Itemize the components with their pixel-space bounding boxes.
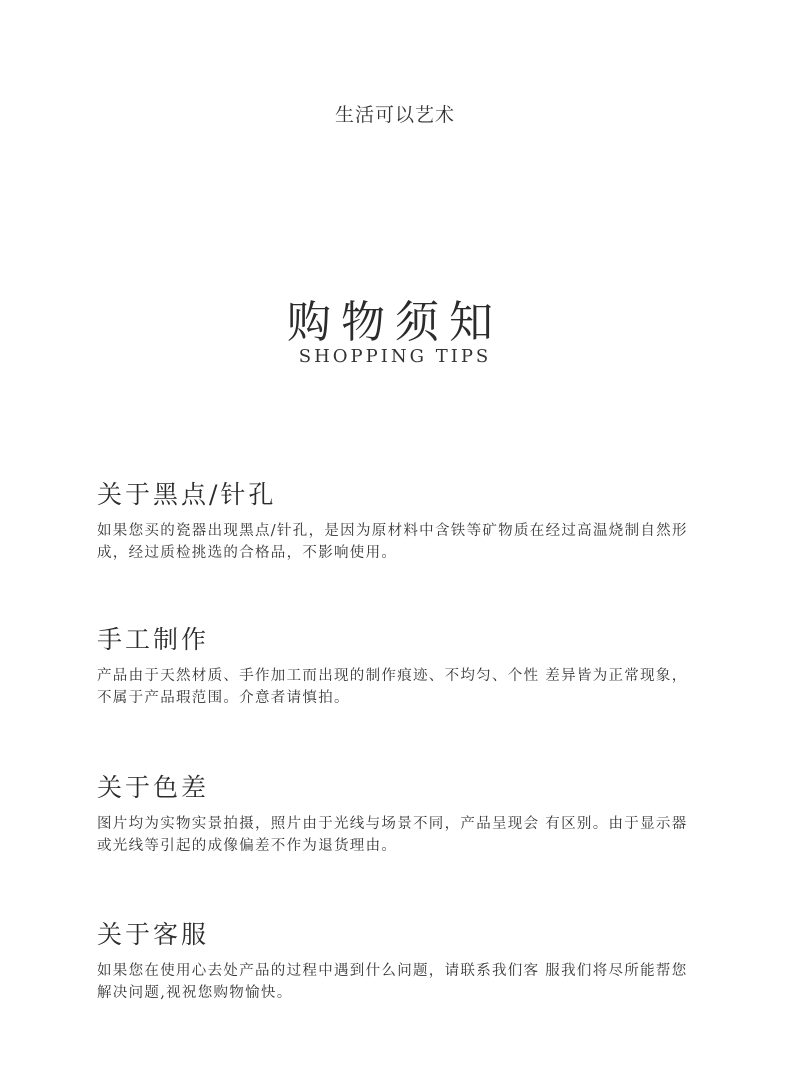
section-customer-service — [97, 918, 707, 1004]
section-heading: 关于色差 — [97, 773, 210, 802]
section-heading: 手工制作 — [97, 625, 210, 654]
section-heading: 关于黑点/针孔 — [97, 480, 277, 509]
section-heading: 关于客服 — [97, 920, 210, 949]
section-color-difference — [97, 771, 707, 857]
brand-tagline: 生活可以艺术 — [334, 104, 455, 126]
section-handmade — [97, 623, 707, 709]
section-black-spots — [97, 478, 707, 564]
page-title: 购物须知 — [287, 297, 503, 348]
section-body: 产品由于天然材质、手作加工而出现的制作痕迹、不均匀、个性 差异皆为正常现象，不属于产品瑕范围。介意者请慎拍。 — [97, 668, 688, 706]
page-subtitle: SHOPPING TIPS — [298, 346, 492, 367]
section-body: 如果您在使用心去处产品的过程中遇到什么问题，请联系我们客 服我们将尽所能帮您解决问题,视祝您购物愉快。 — [97, 963, 688, 1001]
section-body: 图片均为实物实景拍摄，照片由于光线与场景不同，产品呈现会 有区别。由于显示器或光线等引起的成像偏差不作为退货理由。 — [97, 816, 688, 854]
section-body: 如果您买的瓷器出现黑点/针孔，是因为原材料中含铁等矿物质在经过高温烧制自然形成，经过质检挑选的合格品，不影响使用。 — [97, 523, 688, 561]
